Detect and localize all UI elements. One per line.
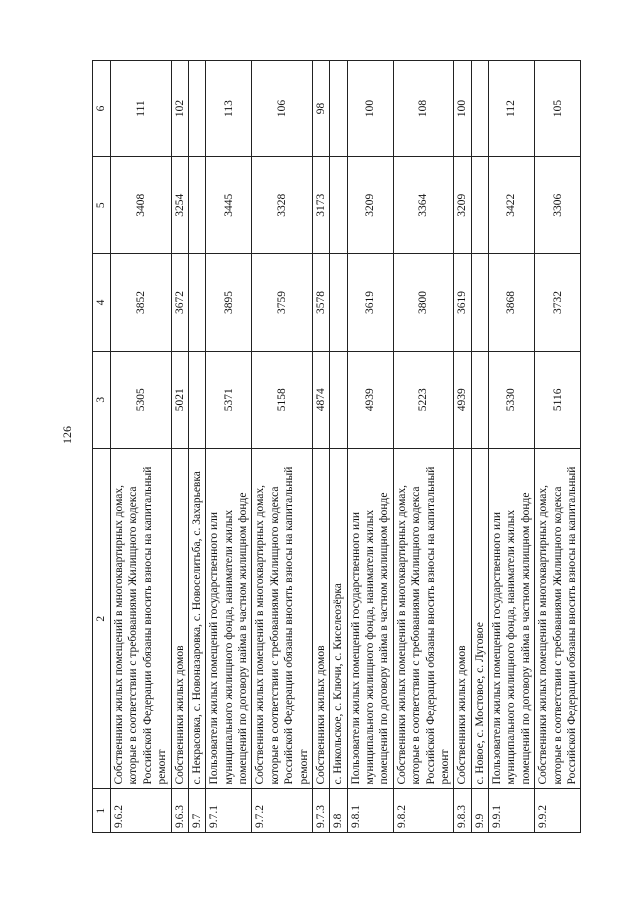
row-text: Собственники жилых домов [171, 448, 188, 789]
row-text: Собственники жилых помещений в многоквартирных домах, которые в соответствии с требованиями Жилищного кодекса Российской Федерации обязаны вносить взносы на капитальный ремонт [252, 448, 313, 789]
row-code: 9.6.3 [171, 789, 188, 833]
row-text: Собственники жилых домов [454, 448, 471, 789]
row-value-col4 [188, 254, 205, 351]
row-value-col3: 4939 [347, 351, 393, 448]
row-code: 9.8 [330, 789, 347, 833]
section-row [471, 61, 488, 833]
row-value-col5: 3306 [535, 157, 581, 254]
row-code: 9.7.2 [252, 789, 313, 833]
table-row [535, 61, 581, 833]
row-value-col6: 106 [252, 61, 313, 157]
row-text: Собственники жилых помещений в многоквартирных домах, которые в соответствии с требованиями Жилищного кодекса Российской Федерации обязаны вносить взносы на капитальный ремонт [111, 448, 172, 789]
row-value-col4: 3868 [489, 254, 535, 351]
row-value-col6: 113 [206, 61, 252, 157]
row-value-col6: 98 [312, 61, 329, 157]
table-row [111, 61, 172, 833]
row-value-col4: 3800 [393, 254, 454, 351]
section-row [188, 61, 205, 833]
row-value-col3 [471, 351, 488, 448]
row-code: 9.8.3 [454, 789, 471, 833]
header-cell: 5 [93, 157, 111, 254]
row-value-col5: 3422 [489, 157, 535, 254]
tariff-table-container [92, 60, 578, 833]
row-value-col6: 100 [454, 61, 471, 157]
row-value-col4: 3619 [454, 254, 471, 351]
row-value-col5: 3209 [347, 157, 393, 254]
tariff-table [92, 60, 581, 833]
row-value-col4: 3852 [111, 254, 172, 351]
row-value-col4: 3759 [252, 254, 313, 351]
table-row [347, 61, 393, 833]
row-value-col3: 5223 [393, 351, 454, 448]
row-value-col5: 3364 [393, 157, 454, 254]
row-text: Пользователи жилых помещений государственного или муниципального жилищного фонда, наниматели жилых помещений по договору найма в частном жилищном фонде [206, 448, 252, 789]
row-value-col4: 3619 [347, 254, 393, 351]
row-value-col6: 102 [171, 61, 188, 157]
row-value-col3: 4874 [312, 351, 329, 448]
row-value-col3: 5021 [171, 351, 188, 448]
row-value-col6 [330, 61, 347, 157]
row-code: 9.8.2 [393, 789, 454, 833]
row-value-col3: 5158 [252, 351, 313, 448]
header-cell: 6 [93, 61, 111, 157]
row-value-col4: 3578 [312, 254, 329, 351]
header-cell: 4 [93, 254, 111, 351]
row-value-col3: 5371 [206, 351, 252, 448]
table-row [171, 61, 188, 833]
row-value-col6: 111 [111, 61, 172, 157]
header-row [93, 61, 111, 833]
row-value-col3: 5330 [489, 351, 535, 448]
header-cell: 2 [93, 448, 111, 789]
table-row [454, 61, 471, 833]
row-text: с. Новое, с. Мостовое, с. Луговое [471, 448, 488, 789]
row-value-col3 [188, 351, 205, 448]
row-value-col4 [471, 254, 488, 351]
row-code: 9.9.1 [489, 789, 535, 833]
row-value-col3: 5116 [535, 351, 581, 448]
row-code: 9.7.1 [206, 789, 252, 833]
row-value-col6: 112 [489, 61, 535, 157]
row-value-col5: 3173 [312, 157, 329, 254]
row-text: Собственники жилых помещений в многоквартирных домах, которые в соответствии с требованиями Жилищного кодекса Российской Федерации обязаны вносить взносы на капитальный ремонт [393, 448, 454, 789]
row-text: Собственники жилых домов [312, 448, 329, 789]
row-value-col5 [330, 157, 347, 254]
table-row [393, 61, 454, 833]
row-value-col5 [471, 157, 488, 254]
page-number: 126 [60, 426, 74, 444]
row-text: Пользователи жилых помещений государственного или муниципального жилищного фонда, наниматели жилых помещений по договору найма в частном жилищном фонде [489, 448, 535, 789]
row-value-col3: 4939 [454, 351, 471, 448]
row-value-col5: 3209 [454, 157, 471, 254]
table-row [312, 61, 329, 833]
row-value-col4: 3895 [206, 254, 252, 351]
row-code: 9.9 [471, 789, 488, 833]
row-value-col6: 100 [347, 61, 393, 157]
row-text: с. Никольское, с. Ключи, с. Киселеозёрка [330, 448, 347, 789]
row-text: Пользователи жилых помещений государственного или муниципального жилищного фонда, наниматели жилых помещений по договору найма в частном жилищном фонде [347, 448, 393, 789]
row-value-col3 [330, 351, 347, 448]
row-value-col6: 108 [393, 61, 454, 157]
header-cell: 1 [93, 789, 111, 833]
row-value-col4 [330, 254, 347, 351]
table-row [252, 61, 313, 833]
header-cell: 3 [93, 351, 111, 448]
row-text: Собственники жилых помещений в многоквартирных домах, которые в соответствии с требованиями Жилищного кодекса Российской Федерации обязаны вносить взносы на капитальный [535, 448, 581, 789]
table-row [206, 61, 252, 833]
row-code: 9.8.1 [347, 789, 393, 833]
row-value-col4: 3732 [535, 254, 581, 351]
row-value-col6: 105 [535, 61, 581, 157]
row-value-col5: 3408 [111, 157, 172, 254]
row-text: с. Некрасовка, с. Новоназаровка, с. Новоселитьба, с. Захарьевка [188, 448, 205, 789]
row-value-col5: 3445 [206, 157, 252, 254]
row-code: 9.7 [188, 789, 205, 833]
row-value-col3: 5305 [111, 351, 172, 448]
row-value-col5: 3254 [171, 157, 188, 254]
section-row [330, 61, 347, 833]
row-code: 9.6.2 [111, 789, 172, 833]
row-value-col4: 3672 [171, 254, 188, 351]
row-value-col6 [471, 61, 488, 157]
row-code: 9.9.2 [535, 789, 581, 833]
table-row [489, 61, 535, 833]
row-value-col5: 3328 [252, 157, 313, 254]
row-value-col5 [188, 157, 205, 254]
row-value-col6 [188, 61, 205, 157]
row-code: 9.7.3 [312, 789, 329, 833]
